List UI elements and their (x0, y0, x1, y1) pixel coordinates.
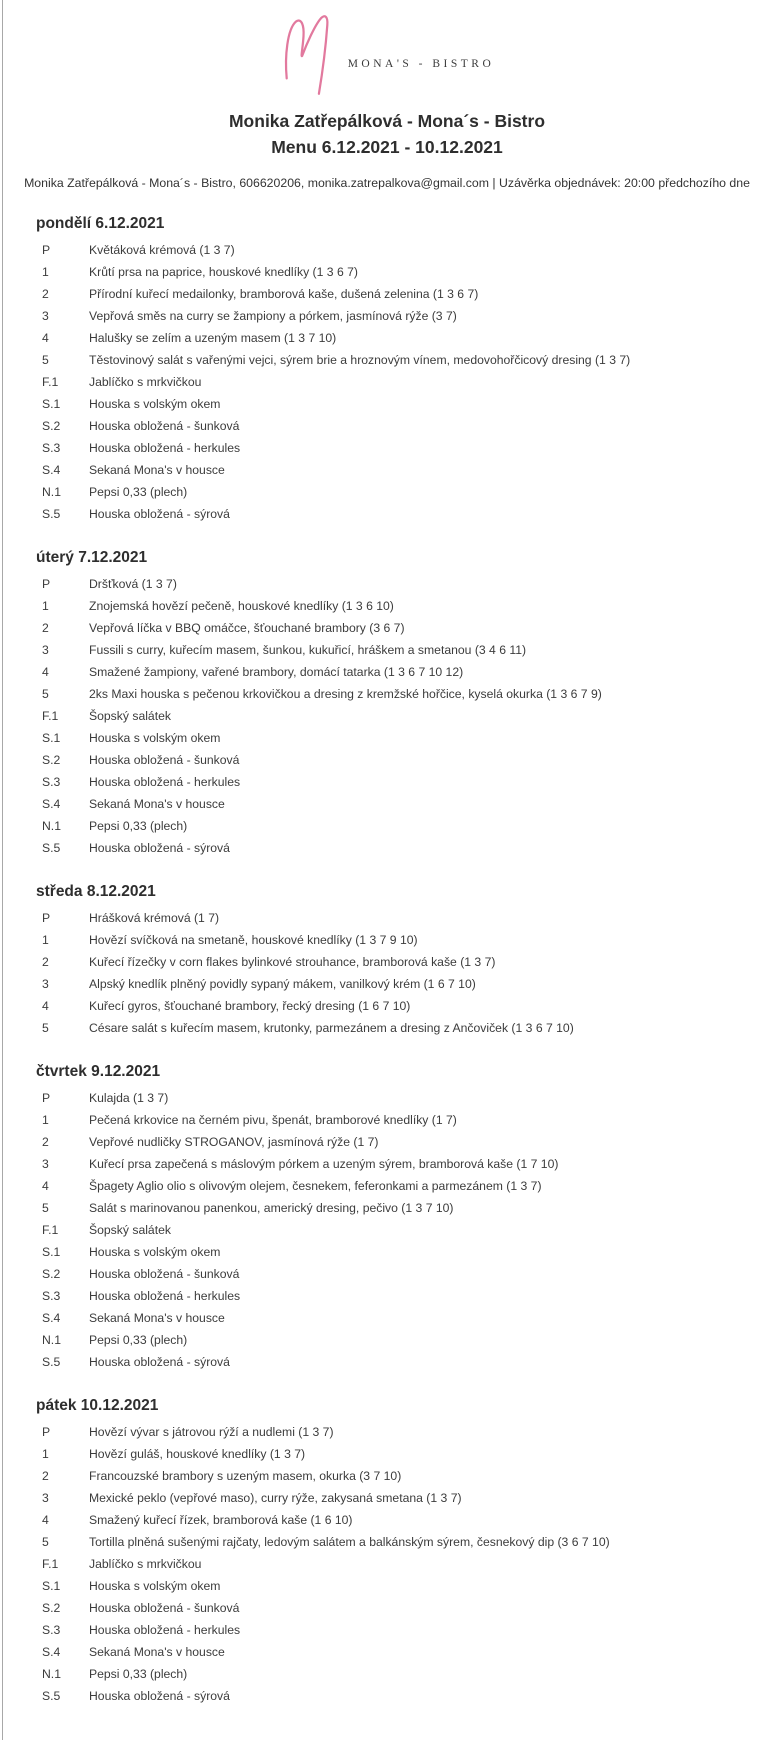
item-text: Fussili s curry, kuřecím masem, šunkou, kukuřicí, hráškem a smetanou (3 4 6 11) (89, 643, 527, 657)
item-text: Houska obložená - šunková (89, 1601, 240, 1615)
menu-row (36, 749, 746, 771)
item-code: 5 (42, 687, 49, 701)
menu-row (36, 1131, 746, 1153)
menu-row (36, 1263, 746, 1285)
menu-row (36, 1421, 746, 1443)
item-code: 1 (42, 1447, 49, 1461)
item-text: Krůtí prsa na paprice, houskové knedlíky (1 3 6 7) (89, 265, 358, 279)
item-code: S.4 (42, 463, 61, 477)
menu-row (36, 1017, 746, 1039)
menu-row (36, 705, 746, 727)
item-text: Houska obložená - herkules (89, 1289, 241, 1303)
page-title: Monika Zatřepálková - Mona´s - Bistro (228, 111, 546, 131)
item-text: Mexické peklo (vepřové maso), curry rýže, zakysaná smetana (1 3 7) (89, 1491, 462, 1505)
menu-row (36, 1619, 746, 1641)
menu-row (36, 1509, 746, 1531)
menu-row (36, 815, 746, 837)
item-code: 1 (42, 599, 49, 613)
item-text: Sekaná Mona's v housce (89, 1645, 225, 1659)
item-code: 3 (42, 1157, 49, 1171)
item-text: Kuřecí prsa zapečená s máslovým pórkem a uzeným sýrem, bramborová kaše (1 7 10) (89, 1157, 559, 1171)
item-code: 3 (42, 1491, 49, 1505)
item-text: Květáková krémová (1 3 7) (89, 243, 235, 257)
menu-row (36, 771, 746, 793)
day-rows (36, 239, 746, 525)
menu-row (36, 907, 746, 929)
menu-row (36, 1597, 746, 1619)
item-code: S.5 (42, 841, 61, 855)
brand-logo (0, 14, 774, 100)
brand-text: MONA'S - BISTRO (347, 58, 495, 70)
menu-row (36, 1351, 746, 1373)
day-heading: středa 8.12.2021 (36, 883, 156, 900)
item-text: Jablíčko s mrkvičkou (89, 1557, 202, 1571)
item-text: Přírodní kuřecí medailonky, bramborová kaše, dušená zelenina (1 3 6 7) (89, 287, 479, 301)
menu-row (36, 1087, 746, 1109)
menu-row (36, 393, 746, 415)
item-text: Vepřová líčka v BBQ omáčce, šťouchané brambory (3 6 7) (89, 621, 405, 635)
menu-row (36, 1663, 746, 1685)
item-code: S.1 (42, 1579, 61, 1593)
item-code: N.1 (42, 819, 61, 833)
item-text: Houska obložená - sýrová (89, 507, 230, 521)
item-code: 2 (42, 955, 49, 969)
item-code: N.1 (42, 485, 61, 499)
item-code: S.2 (42, 1267, 61, 1281)
item-text: Houska obložená - šunková (89, 1267, 240, 1281)
item-code: 5 (42, 1021, 49, 1035)
day-section (36, 1061, 746, 1373)
menu-row (36, 1197, 746, 1219)
menu-row (36, 595, 746, 617)
item-text: Césare salát s kuřecím masem, krutonky, parmezánem a dresing z Ančoviček (1 3 6 7 10) (89, 1021, 574, 1035)
item-text: Houska obložená - sýrová (89, 841, 230, 855)
day-rows (36, 1087, 746, 1373)
item-text: Sekaná Mona's v housce (89, 797, 225, 811)
item-code: S.4 (42, 797, 61, 811)
menu-row (36, 349, 746, 371)
item-text: Hovězí vývar s játrovou rýží a nudlemi (1 3 7) (89, 1425, 334, 1439)
item-text: Hovězí svíčková na smetaně, houskové knedlíky (1 3 7 9 10) (89, 933, 418, 947)
item-text: Dršťková (1 3 7) (89, 577, 177, 591)
menu-row (36, 1553, 746, 1575)
menu-row (36, 951, 746, 973)
item-code: S.5 (42, 1355, 61, 1369)
menu-row (36, 995, 746, 1017)
day-rows (36, 573, 746, 859)
item-text: Šopský salátek (89, 709, 171, 723)
item-code: S.2 (42, 419, 61, 433)
menu-row (36, 305, 746, 327)
menu-row (36, 1109, 746, 1131)
menu-days (0, 213, 774, 1707)
item-code: P (42, 577, 51, 591)
item-code: S.3 (42, 1289, 61, 1303)
menu-row (36, 1443, 746, 1465)
item-text: Hrášková krémová (1 7) (89, 911, 220, 925)
item-code: 4 (42, 1513, 49, 1527)
item-text: Pečená krkovice na černém pivu, špenát, bramborové knedlíky (1 7) (89, 1113, 457, 1127)
day-heading: čtvrtek 9.12.2021 (36, 1063, 161, 1080)
contact-line: Monika Zatřepálková - Mona´s - Bistro, 606620206, monika.zatrepalkova@gmail.com | Uzávěrka objednávek: 20:00 předchozího dne (24, 176, 750, 190)
item-text: Houska obložená - sýrová (89, 1355, 230, 1369)
menu-row (36, 1575, 746, 1597)
menu-row (36, 1241, 746, 1263)
page-left-border (2, 0, 3, 1740)
logo-m-icon (280, 14, 334, 98)
item-text: Pepsi 0,33 (plech) (89, 819, 188, 833)
item-code: F.1 (42, 375, 59, 389)
day-rows (36, 1421, 746, 1707)
item-code: 2 (42, 1469, 49, 1483)
item-text: Houska obložená - sýrová (89, 1689, 230, 1703)
item-text: Kulajda (1 3 7) (89, 1091, 169, 1105)
item-text: Sekaná Mona's v housce (89, 1311, 225, 1325)
menu-row (36, 573, 746, 595)
item-text: Smažené žampiony, vařené brambory, domácí tatarka (1 3 6 7 10 12) (89, 665, 464, 679)
item-text: Houska s volským okem (89, 1245, 221, 1259)
menu-row (36, 727, 746, 749)
menu-row (36, 371, 746, 393)
item-text: Halušky se zelím a uzeným masem (1 3 7 10) (89, 331, 337, 345)
menu-header (0, 0, 774, 191)
item-code: 5 (42, 353, 49, 367)
item-code: 5 (42, 1201, 49, 1215)
item-text: Pepsi 0,33 (plech) (89, 1667, 188, 1681)
item-code: S.5 (42, 507, 61, 521)
item-text: Hovězí guláš, houskové knedlíky (1 3 7) (89, 1447, 306, 1461)
item-code: 4 (42, 331, 49, 345)
day-section (36, 1395, 746, 1707)
menu-row (36, 239, 746, 261)
item-code: 3 (42, 309, 49, 323)
menu-row (36, 1487, 746, 1509)
item-text: Šopský salátek (89, 1223, 171, 1237)
item-text: Znojemská hovězí pečeně, houskové knedlíky (1 3 6 10) (89, 599, 394, 613)
item-code: S.3 (42, 441, 61, 455)
item-code: S.4 (42, 1645, 61, 1659)
item-code: 3 (42, 643, 49, 657)
item-text: 2ks Maxi houska s pečenou krkovičkou a dresing z kremžské hořčice, kyselá okurka (1 3 6 7 9) (89, 687, 602, 701)
item-text: Špagety Aglio olio s olivovým olejem, česnekem, feferonkami a parmezánem (1 3 7) (89, 1179, 542, 1193)
item-text: Tortilla plněná sušenými rajčaty, ledovým salátem a balkánským sýrem, česnekový dip (3 6 7 10) (89, 1535, 610, 1549)
item-code: P (42, 243, 51, 257)
menu-row (36, 1685, 746, 1707)
item-text: Sekaná Mona's v housce (89, 463, 225, 477)
item-code: F.1 (42, 709, 59, 723)
menu-row (36, 437, 746, 459)
menu-row (36, 1175, 746, 1197)
item-code: S.1 (42, 731, 61, 745)
menu-row (36, 261, 746, 283)
menu-row (36, 639, 746, 661)
day-heading: pátek 10.12.2021 (36, 1397, 159, 1414)
menu-row (36, 1641, 746, 1663)
item-code: 3 (42, 977, 49, 991)
day-heading: pondělí 6.12.2021 (36, 215, 165, 232)
item-text: Vepřové nudličky STROGANOV, jasmínová rýže (1 7) (89, 1135, 379, 1149)
day-rows (36, 907, 746, 1039)
menu-row (36, 793, 746, 815)
item-code: 4 (42, 1179, 49, 1193)
day-section (36, 547, 746, 859)
item-text: Vepřová směs na curry se žampiony a pórkem, jasmínová rýže (3 7) (89, 309, 457, 323)
item-code: S.1 (42, 1245, 61, 1259)
item-text: Kuřecí řízečky v corn flakes bylinkové strouhance, bramborová kaše (1 3 7) (89, 955, 496, 969)
item-text: Houska s volským okem (89, 731, 221, 745)
item-text: Houska obložená - herkules (89, 775, 241, 789)
menu-row (36, 1465, 746, 1487)
day-section (36, 213, 746, 525)
item-code: S.2 (42, 1601, 61, 1615)
item-code: 2 (42, 287, 49, 301)
menu-row (36, 929, 746, 951)
item-text: Houska s volským okem (89, 397, 221, 411)
item-code: 1 (42, 933, 49, 947)
item-code: P (42, 911, 51, 925)
item-text: Smažený kuřecí řízek, bramborová kaše (1 6 10) (89, 1513, 353, 1527)
item-text: Alpský knedlík plněný povidly sypaný mákem, vanilkový krém (1 6 7 10) (89, 977, 476, 991)
item-code: S.2 (42, 753, 61, 767)
menu-row (36, 1153, 746, 1175)
menu-row (36, 1531, 746, 1553)
item-code: 4 (42, 665, 49, 679)
menu-row (36, 459, 746, 481)
menu-row (36, 327, 746, 349)
item-text: Těstovinový salát s vařenými vejci, sýrem brie a hroznovým vínem, medovohořčicový dresing (1 3 7) (89, 353, 631, 367)
menu-date-range: Menu 6.12.2021 - 10.12.2021 (271, 137, 503, 157)
item-code: P (42, 1425, 51, 1439)
item-code: N.1 (42, 1667, 61, 1681)
item-text: Houska obložená - šunková (89, 753, 240, 767)
menu-row (36, 283, 746, 305)
item-text: Salát s marinovanou panenkou, americký dresing, pečivo (1 3 7 10) (89, 1201, 454, 1215)
menu-row (36, 661, 746, 683)
menu-row (36, 503, 746, 525)
item-text: Houska obložená - herkules (89, 1623, 241, 1637)
item-code: S.3 (42, 775, 61, 789)
menu-row (36, 1285, 746, 1307)
item-text: Houska s volským okem (89, 1579, 221, 1593)
menu-row (36, 1329, 746, 1351)
item-code: 2 (42, 621, 49, 635)
menu-row (36, 1219, 746, 1241)
item-code: S.5 (42, 1689, 61, 1703)
menu-row (36, 837, 746, 859)
item-code: 1 (42, 265, 49, 279)
menu-row (36, 683, 746, 705)
menu-row (36, 617, 746, 639)
item-text: Houska obložená - herkules (89, 441, 241, 455)
item-code: F.1 (42, 1223, 59, 1237)
day-heading: úterý 7.12.2021 (36, 549, 148, 566)
menu-row (36, 1307, 746, 1329)
item-code: 2 (42, 1135, 49, 1149)
item-code: S.1 (42, 397, 61, 411)
item-text: Francouzské brambory s uzeným masem, okurka (3 7 10) (89, 1469, 402, 1483)
item-text: Kuřecí gyros, šťouchané brambory, řecký dresing (1 6 7 10) (89, 999, 411, 1013)
item-code: 4 (42, 999, 49, 1013)
item-code: 1 (42, 1113, 49, 1127)
item-text: Pepsi 0,33 (plech) (89, 1333, 188, 1347)
menu-row (36, 415, 746, 437)
item-code: S.3 (42, 1623, 61, 1637)
item-text: Pepsi 0,33 (plech) (89, 485, 188, 499)
item-text: Jablíčko s mrkvičkou (89, 375, 202, 389)
day-section (36, 881, 746, 1039)
item-code: F.1 (42, 1557, 59, 1571)
item-code: N.1 (42, 1333, 61, 1347)
item-text: Houska obložená - šunková (89, 419, 240, 433)
item-code: 5 (42, 1535, 49, 1549)
item-code: S.4 (42, 1311, 61, 1325)
menu-row (36, 973, 746, 995)
item-code: P (42, 1091, 51, 1105)
menu-row (36, 481, 746, 503)
